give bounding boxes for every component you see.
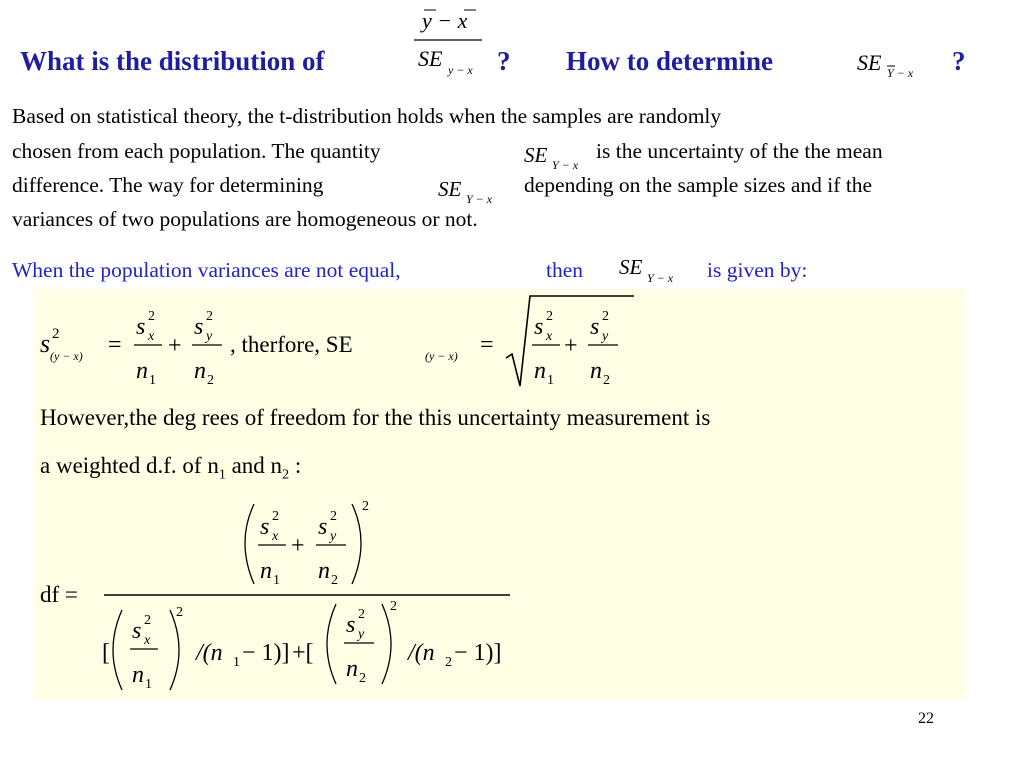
frac1-s: s <box>136 314 146 340</box>
frac3-n-sub: 1 <box>547 373 554 388</box>
den2-divide-tail: − 1)] <box>454 640 502 666</box>
slide-title-part2: How to determine <box>566 46 773 76</box>
frac2-sq: 2 <box>206 309 213 324</box>
den1-divide-tail: − 1)] <box>242 640 290 666</box>
den1-n: n <box>132 662 144 688</box>
num-frac1-sq: 2 <box>272 509 279 524</box>
df-label: df = <box>40 582 78 607</box>
lhs-s: s <box>40 329 51 358</box>
df-formula <box>96 492 526 697</box>
title-se-text: SE <box>857 50 882 75</box>
frac1-sq: 2 <box>148 309 155 324</box>
plus-1: + <box>168 333 182 359</box>
variance-formula <box>34 292 654 392</box>
num-left-paren <box>245 504 254 584</box>
num-plus: + <box>291 533 305 559</box>
den2-y: y <box>358 627 365 642</box>
title-frac-den-sub: y − x <box>448 63 473 77</box>
frac2-n-sub: 2 <box>207 373 214 388</box>
paragraph-line-1: Based on statistical theory, the t-distribution holds when the samples are randomly <box>12 104 722 128</box>
title-frac-denominator: SE <box>418 46 443 71</box>
den1-x: x <box>144 633 151 648</box>
paragraph-se-symbol-1 <box>522 138 592 174</box>
paragraph-se-sub-2: Y − x <box>466 192 493 206</box>
num-frac1-n-sub: 1 <box>273 573 280 588</box>
se-sub: (y − x) <box>425 349 458 363</box>
den1-n-sub: 1 <box>145 677 152 692</box>
weighted-df-line <box>40 453 301 484</box>
frac3-sq: 2 <box>546 309 553 324</box>
paragraph-line-4: variances of two populations are homogeneous or not. <box>12 207 478 231</box>
frac4-sq: 2 <box>602 309 609 324</box>
degrees-of-freedom-line: However,the deg rees of freedom for the this uncertainty measurement is <box>40 405 711 430</box>
num-frac2-y: y <box>330 529 337 544</box>
paragraph-se-sub-1: Y − x <box>552 158 579 172</box>
den1-divide-sub: 1 <box>233 655 240 670</box>
num-right-paren <box>352 504 361 584</box>
plus-2: + <box>564 333 578 359</box>
weighted-sub-1: 1 <box>218 467 226 483</box>
num-frac2-s: s <box>318 514 328 540</box>
paragraph-se-text-2: SE <box>438 177 462 201</box>
frac4-s: s <box>590 314 600 340</box>
title-frac-numerator: y − x <box>422 8 468 33</box>
paragraph-line-3b: depending on the sample sizes and if the <box>524 173 873 197</box>
frac2-y: y <box>206 329 213 344</box>
frac1-n: n <box>136 358 148 384</box>
slide-title-part1: What is the distribution of <box>20 46 325 76</box>
num-frac1-s: s <box>260 514 270 540</box>
den2-n-sub: 2 <box>359 671 366 686</box>
weighted-sub-2: 2 <box>282 467 290 483</box>
blue-se-text: SE <box>619 255 643 279</box>
frac3-x: x <box>546 329 553 344</box>
frac2-n: n <box>194 358 206 384</box>
weighted-text-a: a weighted d.f. of n <box>40 453 219 478</box>
den2-n: n <box>346 656 358 682</box>
frac2-s: s <box>194 314 204 340</box>
blue-line-part2: then <box>546 258 584 282</box>
den2-left-paren <box>327 604 336 684</box>
den-plus-bracket: +[ <box>292 640 314 666</box>
den1-outer-sq: 2 <box>176 605 183 620</box>
paragraph-line-2b: is the uncertainty of the the mean <box>596 139 883 163</box>
den1-right-paren <box>170 610 179 690</box>
num-frac2-sq: 2 <box>330 509 337 524</box>
blue-se-sub: Y − x <box>647 271 674 285</box>
blue-line-se-symbol <box>617 252 693 288</box>
num-frac1-n: n <box>260 558 272 584</box>
title-fraction-formula <box>410 2 490 82</box>
lhs-s-sq: 2 <box>52 326 60 342</box>
lhs-sub: (y − x) <box>50 349 83 363</box>
frac1-n-sub: 1 <box>149 373 156 388</box>
title-se-sub: Y − x <box>887 66 914 80</box>
frac4-y: y <box>602 329 609 344</box>
paragraph-se-symbol-2 <box>436 172 506 208</box>
den-bracket-open: [ <box>102 640 110 666</box>
den1-s: s <box>132 618 142 644</box>
den2-sq: 2 <box>358 607 365 622</box>
therefore-text: , therfore, SE <box>230 332 353 357</box>
frac4-n: n <box>590 358 602 384</box>
frac3-s: s <box>534 314 544 340</box>
den1-sq: 2 <box>144 613 151 628</box>
num-frac2-n: n <box>318 558 330 584</box>
weighted-text-b: and n <box>231 453 283 478</box>
title-question-mark-1: ? <box>497 46 511 76</box>
den1-left-paren <box>113 610 122 690</box>
paragraph-se-text-1: SE <box>524 143 548 167</box>
page-number: 22 <box>918 710 934 727</box>
blue-line-part1: When the population variances are not equal, <box>12 258 401 282</box>
frac4-n-sub: 2 <box>603 373 610 388</box>
den2-divide-sub: 2 <box>445 655 452 670</box>
weighted-text-c: : <box>294 453 302 478</box>
num-frac2-n-sub: 2 <box>331 573 338 588</box>
lhs-equals: = <box>108 332 122 358</box>
den2-right-paren <box>382 604 391 684</box>
den2-divide: /(n <box>408 640 435 666</box>
title-se-symbol <box>855 44 935 84</box>
paragraph-line-2a: chosen from each population. The quantity <box>12 139 381 163</box>
blue-line-part3: is given by: <box>707 258 808 282</box>
rhs-equals: = <box>480 332 494 358</box>
num-frac1-x: x <box>272 529 279 544</box>
frac1-x: x <box>148 329 155 344</box>
den2-outer-sq: 2 <box>390 599 397 614</box>
title-question-mark-2: ? <box>952 46 966 76</box>
den2-s: s <box>346 612 356 638</box>
frac3-n: n <box>534 358 546 384</box>
num-outer-sq: 2 <box>362 499 369 514</box>
paragraph-line-3a: difference. The way for determining <box>12 173 324 197</box>
den1-divide: /(n <box>196 640 223 666</box>
